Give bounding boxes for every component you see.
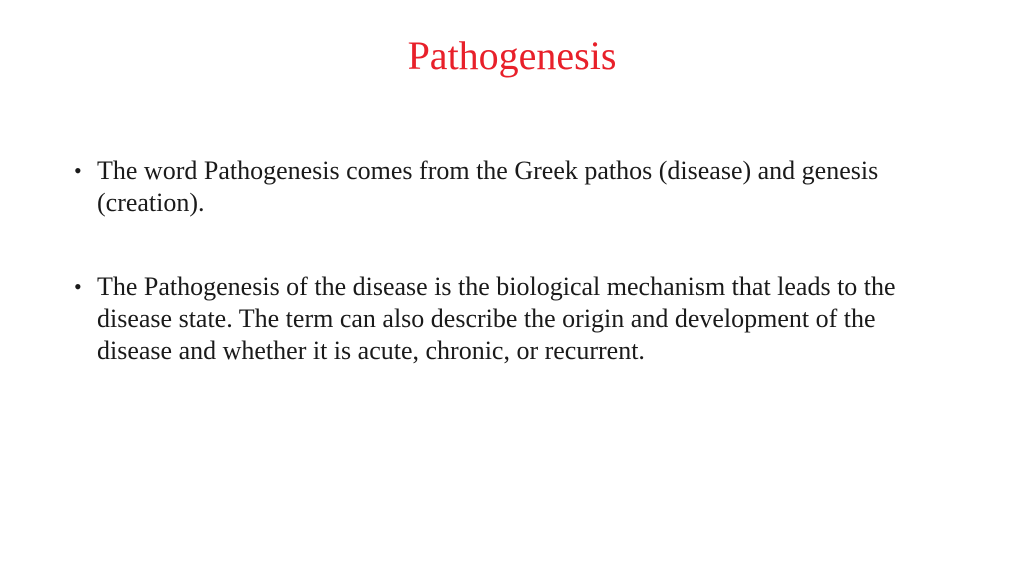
bullet-item xyxy=(74,271,954,367)
bullet-list xyxy=(74,155,954,419)
bullet-text: The word Pathogenesis comes from the Greek pathos (disease) and genesis (creation). xyxy=(97,156,879,217)
bullet-item xyxy=(74,155,954,219)
bullet-text: The Pathogenesis of the disease is the biological mechanism that leads to the disease state. The term can also describe the origin and development of the disease and whether it is acute, chronic, or recurrent. xyxy=(97,272,896,365)
bullet-dot-icon: • xyxy=(74,274,82,299)
bullet-dot-icon: • xyxy=(74,158,82,183)
slide-title: Pathogenesis xyxy=(407,33,617,78)
